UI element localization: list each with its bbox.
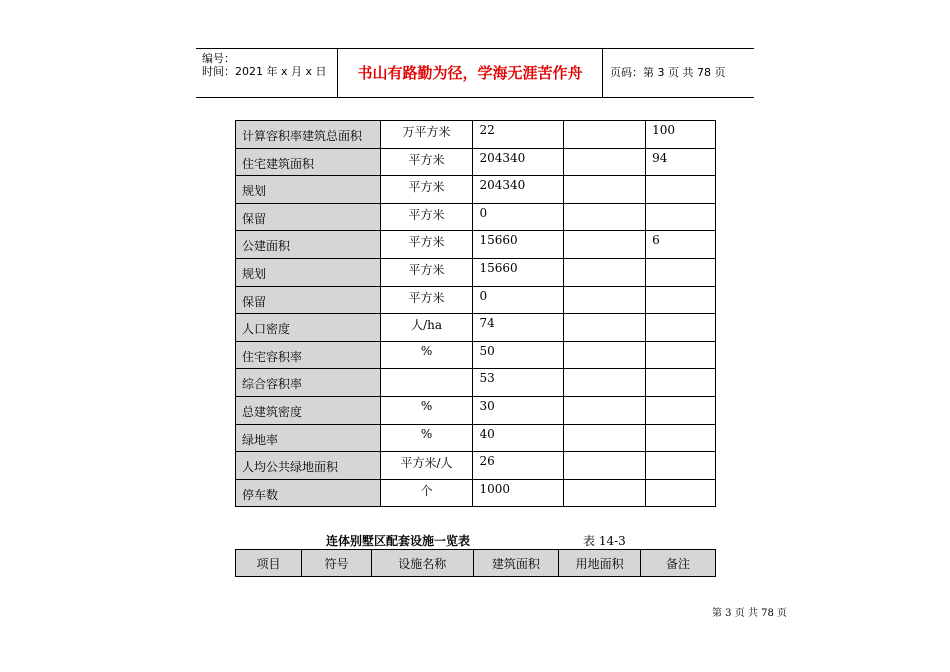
cell-unit: 万平方米 — [380, 121, 473, 149]
cell-value: 15660 — [473, 258, 564, 286]
cell-pct — [646, 203, 716, 231]
cell-blank — [564, 452, 646, 480]
cell-value: 30 — [473, 396, 564, 424]
column-header: 符号 — [302, 550, 372, 577]
cell-unit: 平方米 — [380, 258, 473, 286]
facility-table-header — [236, 550, 716, 577]
cell-name: 保留 — [236, 286, 381, 314]
cell-blank — [564, 258, 646, 286]
table-row — [236, 452, 716, 480]
cell-blank — [564, 286, 646, 314]
cell-name: 规划 — [236, 258, 381, 286]
cell-value: 1000 — [473, 479, 564, 507]
cell-unit: 平方米 — [380, 148, 473, 176]
table-caption: 连体别墅区配套设施一览表 — [326, 534, 471, 548]
cell-value: 74 — [473, 314, 564, 342]
cell-pct: 94 — [646, 148, 716, 176]
cell-pct — [646, 314, 716, 342]
cell-name: 保留 — [236, 203, 381, 231]
cell-blank — [564, 341, 646, 369]
cell-pct — [646, 452, 716, 480]
cell-pct: 100 — [646, 121, 716, 149]
cell-pct — [646, 176, 716, 204]
time-label: 时间：2021 年 x 月 x 日 — [202, 65, 327, 78]
table-row — [236, 396, 716, 424]
cell-name: 停车数 — [236, 479, 381, 507]
column-header: 备注 — [641, 550, 716, 577]
cell-pct — [646, 369, 716, 397]
table-row — [236, 148, 716, 176]
cell-unit: % — [380, 424, 473, 452]
cell-value: 204340 — [473, 148, 564, 176]
cell-name: 综合容积率 — [236, 369, 381, 397]
cell-name: 人口密度 — [236, 314, 381, 342]
cell-value: 22 — [473, 121, 564, 149]
table-row — [236, 314, 716, 342]
cell-name: 总建筑密度 — [236, 396, 381, 424]
column-header: 项目 — [236, 550, 302, 577]
cell-value: 50 — [473, 341, 564, 369]
cell-pct — [646, 258, 716, 286]
cell-name: 公建面积 — [236, 231, 381, 259]
table-row — [236, 341, 716, 369]
cell-name: 人均公共绿地面积 — [236, 452, 381, 480]
facility-table — [235, 549, 716, 577]
table-row — [236, 176, 716, 204]
cell-unit: 平方米 — [380, 231, 473, 259]
cell-pct — [646, 396, 716, 424]
cell-value: 0 — [473, 203, 564, 231]
column-header: 设施名称 — [372, 550, 473, 577]
table-row — [236, 231, 716, 259]
cell-unit: 平方米 — [380, 286, 473, 314]
cell-pct — [646, 479, 716, 507]
header-meta — [196, 49, 338, 97]
column-header: 用地面积 — [559, 550, 641, 577]
cell-unit: 个 — [380, 479, 473, 507]
cell-blank — [564, 479, 646, 507]
cell-value: 204340 — [473, 176, 564, 204]
cell-name: 规划 — [236, 176, 381, 204]
cell-unit: 平方米 — [380, 176, 473, 204]
cell-blank — [564, 121, 646, 149]
cell-blank — [564, 396, 646, 424]
table-row — [236, 479, 716, 507]
cell-blank — [564, 424, 646, 452]
table-row — [236, 258, 716, 286]
cell-value: 53 — [473, 369, 564, 397]
header-slogan: 书山有路勤为径，学海无涯苦作舟 — [338, 49, 603, 97]
cell-name: 住宅容积率 — [236, 341, 381, 369]
code-label: 编号： — [202, 52, 235, 65]
cell-name: 住宅建筑面积 — [236, 148, 381, 176]
cell-unit: 平方米 — [380, 203, 473, 231]
table-row — [236, 369, 716, 397]
table-row — [236, 121, 716, 149]
cell-blank — [564, 231, 646, 259]
column-header: 建筑面积 — [473, 550, 559, 577]
cell-unit — [380, 369, 473, 397]
cell-value: 15660 — [473, 231, 564, 259]
cell-blank — [564, 369, 646, 397]
cell-name: 绿地率 — [236, 424, 381, 452]
page-header — [196, 48, 754, 98]
cell-unit: 平方米/人 — [380, 452, 473, 480]
cell-value: 40 — [473, 424, 564, 452]
cell-name: 计算容积率建筑总面积 — [236, 121, 381, 149]
cell-blank — [564, 176, 646, 204]
cell-pct: 6 — [646, 231, 716, 259]
cell-pct — [646, 286, 716, 314]
indicator-table — [235, 120, 716, 507]
cell-value: 0 — [473, 286, 564, 314]
table-row — [236, 203, 716, 231]
table-row — [236, 286, 716, 314]
cell-pct — [646, 341, 716, 369]
cell-blank — [564, 203, 646, 231]
header-page-info: 页码：第 3 页 共 78 页 — [610, 66, 726, 79]
cell-blank — [564, 314, 646, 342]
indicator-table-body — [236, 121, 716, 507]
cell-pct — [646, 424, 716, 452]
cell-unit: % — [380, 396, 473, 424]
cell-blank — [564, 148, 646, 176]
page-footer: 第 3 页 共 78 页 — [712, 608, 787, 619]
cell-unit: 人/ha — [380, 314, 473, 342]
cell-unit: % — [380, 341, 473, 369]
table-row — [236, 424, 716, 452]
table-number: 表 14-3 — [583, 534, 626, 548]
cell-value: 26 — [473, 452, 564, 480]
